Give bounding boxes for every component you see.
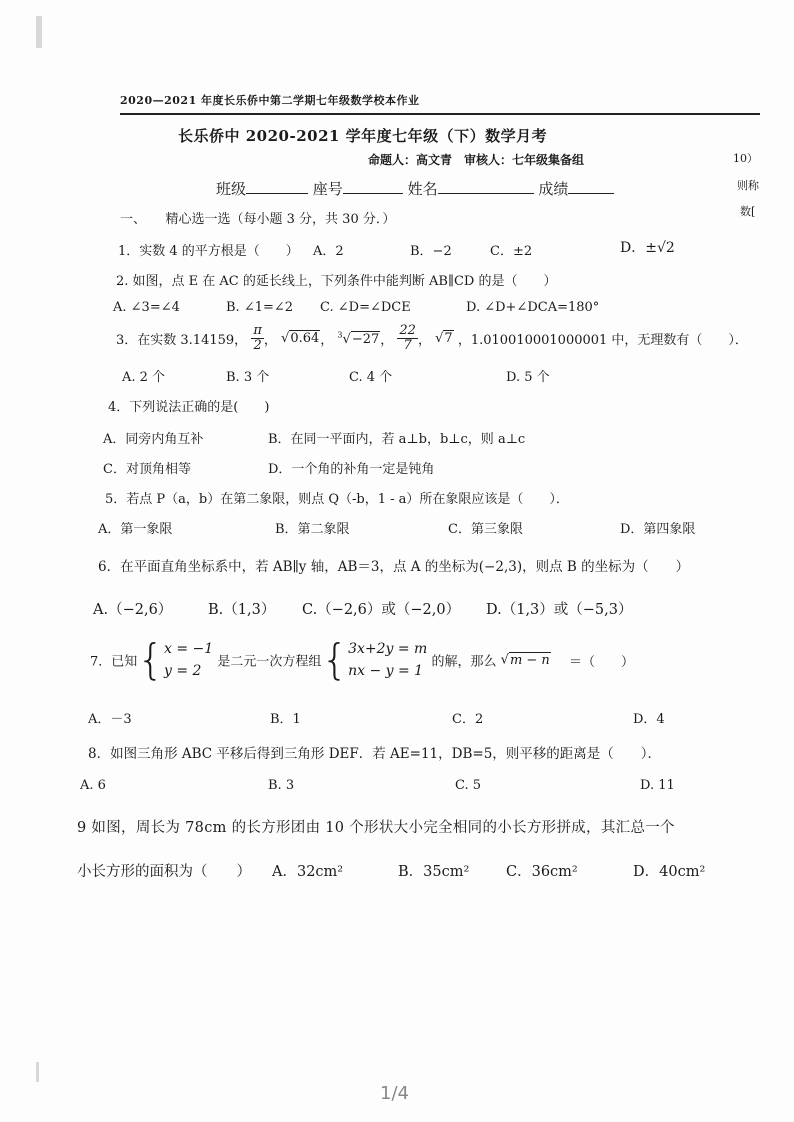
q7-brace-2: { [321,635,349,684]
q6-option-c[interactable]: C.（−2,6）或（−2,0） [302,602,461,618]
q2-option-a[interactable]: A. ∠3=∠4 [113,300,180,315]
q5-option-a[interactable]: A．第一象限 [98,522,173,537]
q7-brace-1: { [137,635,165,684]
q7-equation-system: 3x+2y = m nx − y = 1 [348,641,428,679]
q1-option-c[interactable]: C．±2 [490,244,533,259]
q7-prefix: 7．已知 [90,654,138,670]
q7-mid: 是二元一次方程组 [217,654,322,670]
exam-authors: 命题人：高文青 审核人：七年级集备组 [368,153,585,167]
field-score-input[interactable] [568,179,614,194]
q1-option-d[interactable]: D．±√2 [620,240,675,256]
header-rule [120,113,760,115]
margin-text-3: 数[ [740,205,756,218]
q7-tail1: 的解，那么 [431,654,497,670]
q3-tail: ，1.010010001000001 中，无理数有（ ）． [457,333,748,348]
scan-edge-mark [36,1062,39,1082]
q2-stem: 2. 如图，点 E 在 AC 的延长线上，下列条件中能判断 AB∥CD 的是（ ） [116,274,557,289]
header-line: 2020—2021 年度长乐侨中第二学期七年级数学校本作业 [120,94,420,107]
q7-option-a[interactable]: A．－3 [88,712,132,727]
q4-option-b[interactable]: B．在同一平面内，若 a⊥b，b⊥c，则 a⊥c [268,432,526,447]
margin-text-2: 则称 [737,179,759,192]
q7-option-d[interactable]: D．4 [633,712,665,727]
q7-solution-system: x = −1 y = 2 [164,641,214,679]
q8-option-d[interactable]: D. 11 [640,778,675,793]
q4-option-d[interactable]: D．一个角的补角一定是钝角 [268,462,435,477]
q8-option-a[interactable]: A. 6 [80,778,106,793]
q7-stem [90,635,634,684]
q9-option-b[interactable]: B．35cm² [398,864,470,880]
q4-option-c[interactable]: C．对顶角相等 [103,462,191,477]
field-seat-label: 座号 [312,180,343,198]
q9-option-a[interactable]: A．32cm² [272,864,344,880]
field-score-label: 成绩 [538,180,569,198]
q3-option-a[interactable]: A. 2 个 [122,370,166,385]
q1-option-b[interactable]: B．−2 [410,244,452,259]
q3-prefix: 3．在实数 3.14159， [116,333,248,348]
q2-option-b[interactable]: B. ∠1=∠2 [226,300,294,315]
q3-option-b[interactable]: B. 3 个 [226,370,270,385]
q5-stem: 5．若点 P（a，b）在第二象限，则点 Q（-b，1 - a）所在象限应该是（ ）． [105,492,569,507]
q6-stem: 6．在平面直角坐标系中，若 AB∥y 轴，AB＝3，点 A 的坐标为(−2,3)，则点 B 的坐标为（ ） [98,559,690,575]
q4-option-a[interactable]: A．同旁内角互补 [103,432,204,447]
q3-stem: 3．在实数 3.14159， $\frac{\pi}{2}$ ， √0.64， $^3$√−27， $\frac{22}{7}$ ， √7 ，1.010010001000001 中，无理数有（ ）． [116,323,748,353]
q8-stem: 8．如图三角形 ABC 平移后得到三角形 DEF．若 AE=11，DB=5，则平移的距离是（ ）． [88,746,662,762]
q1-stem: 1．实数 4 的平方根是（ ） [118,244,299,259]
q3-fraction-pi-over-2: $\frac{\pi}{2}$ [253,323,262,353]
q7-option-b[interactable]: B．1 [270,712,301,727]
student-info-row [216,178,614,199]
field-name-label: 姓名 [407,180,438,198]
q9-stem-line2: 小长方形的面积为（ ） [77,864,251,880]
q5-option-d[interactable]: D．第四象限 [620,522,696,537]
q7-sqrt: √m − n [500,652,550,668]
q8-option-b[interactable]: B. 3 [268,778,295,793]
section-heading: 一、 精心选一选（每小题 3 分，共 30 分．） [120,212,396,227]
q9-stem-line1: 9 如图，周长为 78cm 的长方形团由 10 个形状大小完全相同的小长方形拼成，其汇总一个 [77,820,675,836]
field-class-input[interactable] [246,179,308,194]
q3-option-c[interactable]: C. 4 个 [349,370,393,385]
field-class-label: 班级 [216,180,247,198]
margin-text-1: 10） [733,152,758,165]
q6-option-b[interactable]: B.（1,3） [208,602,276,618]
page-indicator: 1/4 [380,1083,409,1104]
q9-option-d[interactable]: D．40cm² [633,864,706,880]
q3-option-d[interactable]: D. 5 个 [506,370,550,385]
q7-option-c[interactable]: C．2 [452,712,484,727]
q2-option-d[interactable]: D. ∠D+∠DCA=180° [466,300,600,315]
q6-option-a[interactable]: A.（−2,6） [93,602,173,618]
q2-option-c[interactable]: C. ∠D=∠DCE [320,300,411,315]
q6-option-d[interactable]: D.（1,3）或（−5,3） [486,602,633,618]
q3-sqrt-064: √0.64 [281,331,320,346]
q1-option-a[interactable]: A．2 [313,244,344,259]
scan-edge-mark [36,16,42,48]
q5-option-b[interactable]: B．第二象限 [275,522,350,537]
q8-option-c[interactable]: C. 5 [455,778,482,793]
field-name-input[interactable] [438,179,534,194]
q4-stem: 4．下列说法正确的是( ) [108,400,270,415]
q7-tail2: ＝（ ） [568,654,634,670]
q3-fraction-22-over-7: $\frac{22}{7}$ [399,323,416,353]
q5-option-c[interactable]: C．第三象限 [448,522,523,537]
q9-option-c[interactable]: C．36cm² [506,864,578,880]
field-seat-input[interactable] [343,179,403,194]
q3-cbrt-neg27: $^3$√−27 [337,330,380,347]
q3-sqrt-7: √7 [435,331,453,346]
exam-title: 长乐侨中 2020-2021 学年度七年级（下）数学月考 [178,127,548,145]
